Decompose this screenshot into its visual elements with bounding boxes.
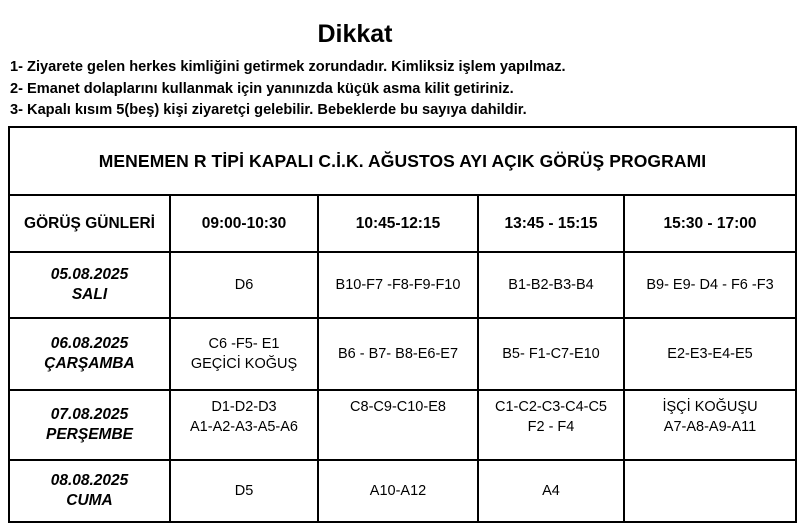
table-row bbox=[9, 460, 796, 522]
slot-text: B9- E9- D4 - F6 -F3 bbox=[646, 277, 774, 293]
slot-cell bbox=[624, 318, 796, 390]
slot-text: F2 - F4 bbox=[527, 419, 575, 435]
day-text: SALI bbox=[71, 286, 108, 303]
date-cell bbox=[9, 390, 170, 460]
slot-cell bbox=[170, 318, 318, 390]
slot-text: C6 -F5- E1 bbox=[208, 336, 280, 352]
slot-cell-empty bbox=[624, 460, 796, 522]
header-slot-2: 10:45-12:15 bbox=[318, 195, 478, 252]
slot-text: A7-A8-A9-A11 bbox=[663, 419, 757, 435]
slot-text: GEÇİCİ KOĞUŞ bbox=[190, 356, 298, 372]
header-visit-days: GÖRÜŞ GÜNLERİ bbox=[9, 195, 170, 252]
slot-text: C1-C2-C3-C4-C5 bbox=[495, 399, 607, 415]
program-title: MENEMEN R TİPİ KAPALI C.İ.K. AĞUSTOS AYI AÇIK GÖRÜŞ PROGRAMI bbox=[9, 127, 796, 195]
slot-text: E2-E3-E4-E5 bbox=[667, 346, 753, 362]
slot-cell bbox=[318, 460, 478, 522]
date-text: 05.08.2025 bbox=[50, 266, 129, 283]
day-text: ÇARŞAMBA bbox=[44, 355, 135, 372]
slot-cell bbox=[318, 252, 478, 318]
slot-text: İŞÇİ KOĞUŞU bbox=[662, 399, 758, 415]
slot-text: A10-A12 bbox=[369, 483, 427, 499]
slot-cell bbox=[318, 318, 478, 390]
header-slot-3: 13:45 - 15:15 bbox=[478, 195, 624, 252]
rule-item: 3- Kapalı kısım 5(beş) kişi ziyaretçi gelebilir. Bebeklerde bu sayıya dahildir. bbox=[10, 102, 527, 118]
header-slot-1: 09:00-10:30 bbox=[170, 195, 318, 252]
slot-cell bbox=[478, 318, 624, 390]
slot-text: D6 bbox=[234, 277, 254, 293]
slot-text: C8-C9-C10-E8 bbox=[350, 399, 446, 415]
slot-cell bbox=[624, 252, 796, 318]
slot-text: B10-F7 -F8-F9-F10 bbox=[335, 277, 461, 293]
date-cell bbox=[9, 460, 170, 522]
slot-text: B6 - B7- B8-E6-E7 bbox=[337, 346, 459, 362]
slot-text: D5 bbox=[234, 483, 254, 499]
slot-cell bbox=[170, 390, 318, 460]
slot-text: B1-B2-B3-B4 bbox=[508, 277, 594, 293]
notice-title: Dikkat bbox=[317, 20, 393, 48]
date-text: 08.08.2025 bbox=[50, 472, 129, 489]
table-row bbox=[9, 252, 796, 318]
slot-cell bbox=[478, 252, 624, 318]
slot-cell bbox=[478, 390, 624, 460]
rules-list bbox=[10, 57, 566, 122]
day-text: CUMA bbox=[66, 492, 113, 509]
day-text: PERŞEMBE bbox=[46, 426, 133, 443]
header-slot-4: 15:30 - 17:00 bbox=[624, 195, 796, 252]
slot-cell bbox=[624, 390, 796, 460]
table-row bbox=[9, 318, 796, 390]
table-header-row bbox=[9, 195, 796, 252]
slot-text: A1-A2-A3-A5-A6 bbox=[190, 419, 298, 435]
slot-cell bbox=[170, 252, 318, 318]
slot-cell bbox=[170, 460, 318, 522]
date-text: 06.08.2025 bbox=[50, 335, 129, 352]
rule-item: 2- Emanet dolaplarını kullanmak için yanınızda küçük asma kilit getiriniz. bbox=[10, 80, 514, 97]
slot-text: A4 bbox=[542, 483, 560, 499]
table-row bbox=[9, 390, 796, 460]
slot-text: D1-D2-D3 bbox=[211, 399, 277, 415]
slot-text: B5- F1-C7-E10 bbox=[502, 346, 600, 362]
slot-cell bbox=[318, 390, 478, 460]
date-text: 07.08.2025 bbox=[50, 406, 129, 423]
date-cell bbox=[9, 252, 170, 318]
date-cell bbox=[9, 318, 170, 390]
visit-program-table bbox=[8, 126, 797, 523]
rule-item: 1- Ziyarete gelen herkes kimliğini getirmek zorundadır. Kimliksiz işlem yapılmaz. bbox=[10, 59, 566, 75]
slot-cell bbox=[478, 460, 624, 522]
